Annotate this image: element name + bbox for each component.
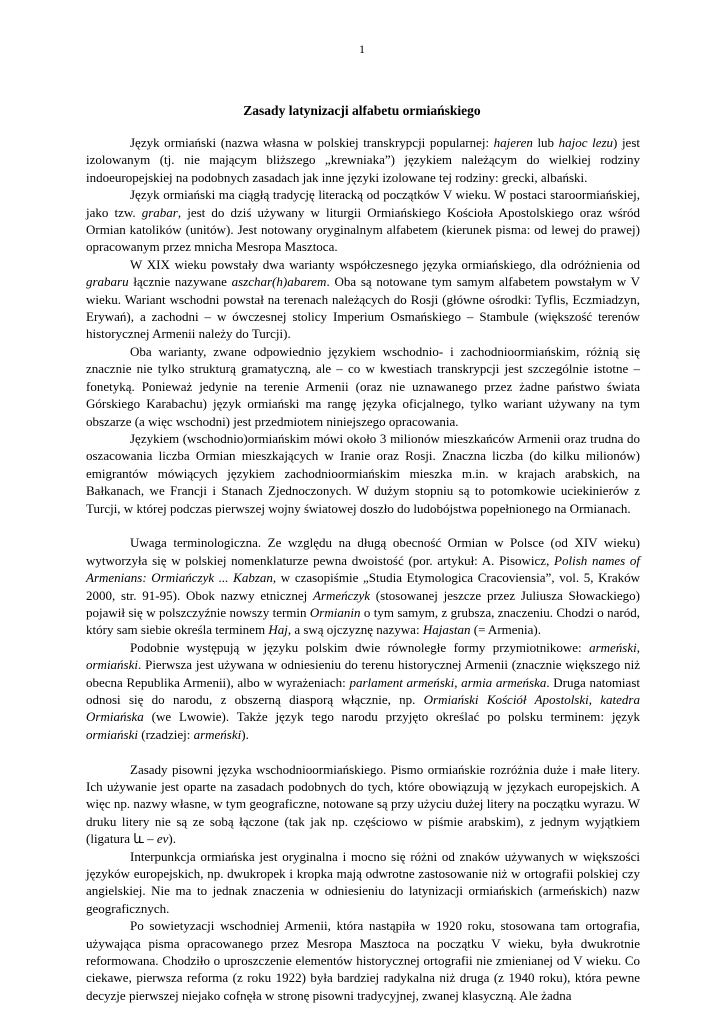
italic-term: armia armeńska xyxy=(461,674,547,690)
paragraph-language-overview xyxy=(86,134,640,186)
text-run: . Druga natomiast odnosi się do narodu, z obszerną diasporą włącznie, np. xyxy=(86,674,640,707)
italic-term: hajeren xyxy=(493,135,533,150)
page-number: 1 xyxy=(359,42,365,56)
text-run: W XIX wieku powstały dwa warianty współczesnego języka ormiańskiego, dla odróżnienia od xyxy=(130,256,640,272)
italic-term: aszchar(h)abarem xyxy=(231,274,327,290)
paragraph-punctuation xyxy=(86,848,640,918)
text-run: ) jest izolowanym (tj. nie mającym bliższego „krewniaka”) językiem należącym do wielkiej rodziny indoeuropejskiej na podobnych zasadach jak inne języki izolowane tej rodziny: grecki, albański. xyxy=(86,135,640,185)
italic-term: Hajastan xyxy=(422,622,471,638)
italic-term: ormiański xyxy=(86,657,138,673)
italic-term: Ormiański Kościół Apostolski xyxy=(423,691,589,707)
document-title: Zasady latynizacji alfabetu ormiańskiego xyxy=(243,103,481,118)
italic-term: parlament armeński xyxy=(349,674,455,690)
text-run: Zasady pisowni języka wschodnioormiańskiego. Pismo ormiańskie rozróżnia duże i małe litery. Ich używanie jest oparte na zasadach podobnych do tych, które obowiązują w językach europejskich. A więc np. nazwy własne, w tym geograficzne, notowane są przy użyciu dużej litery na początku wyrazu. W druku litery nie są ze sobą łączone (tak jak np. częściowo w piśmie arabskim), z jednym wyjątkiem (ligatura և – xyxy=(86,761,640,847)
text-run: Oba warianty, zwane odpowiednio językiem wschodnio- i zachodnioormiańskim, różnią się znacznie nie tylko strukturą gramatyczną, ale – co w kwestiach transkrypcji jest szczególnie istotne – fonetyką. Ponieważ jedynie na terenie Armenii (oraz nie uznawanego przez żadne państwo świata Górskiego Karabachu) język ormiański ma rangę języka oficjalnego, tylko wariant używany na tym obszarze (a więc wschodni) jest przedmiotem niniejszego opracowania. xyxy=(86,343,640,429)
paragraph-terminology xyxy=(86,534,640,638)
italic-term: Haj xyxy=(268,622,288,638)
text-run: Językiem (wschodnio)ormiańskim mówi około 3 milionów mieszkańców Armenii oraz trudna do oszacowania liczba Ormian mieszkających w Iranie oraz Rosji. Znaczna liczba (do kilku milionów) emigrantów mówiących językiem zachodnioormiańskim mieszka m.in. w krajach arabskich, na Bałkanach, we Francji i Stanach Zjednoczonych. W dużym stopniu są to potomkowie uciekinierów z Turcji, w której podczas pierwszej wojny światowej doszło do ludobójstwa popełnionego na Ormianach. xyxy=(86,430,640,516)
text-run: Język ormiański (nazwa własna w polskiej transkrypcji popularnej: xyxy=(130,135,494,150)
italic-term: grabaru xyxy=(86,274,129,290)
text-run: , xyxy=(636,639,640,655)
italic-term: armeński xyxy=(589,639,637,655)
text-run: , jest do dziś używany w liturgii Ormiańskiego Kościoła Apostolskiego oraz wśród Ormian katolików (unitów). Jest notowany oryginalnym alfabetem (kierunek pisma: od lewej do prawej) opracowanym przez mnicha Mesropa Masztoca. xyxy=(86,204,640,255)
paragraph-speakers xyxy=(86,430,640,517)
italic-term: Armeńczyk xyxy=(313,587,371,603)
text-run: lub xyxy=(532,135,559,150)
italic-term: ormiański xyxy=(86,726,138,742)
text-run: Język ormiański ma ciągłą tradycję literacką od początków V wieku. W postaci staroormiańskiej, jako tzw. xyxy=(86,187,640,220)
italic-term: Polish names of Armenians: Ormiańczyk ... Kabzan xyxy=(86,552,640,586)
text-run: (= Armenia). xyxy=(470,622,541,638)
text-run: (rzadziej: xyxy=(138,726,194,742)
paragraph-variant-differences xyxy=(86,343,640,430)
text-run: o tym samym, z grubsza, znaczeniu. Chodzi o naród, który sam siebie określa terminem xyxy=(86,604,640,638)
italic-term: Ormianin xyxy=(309,604,361,620)
text-run: (we Lwowie). Także język tego narodu przyjęto określać po polsku terminem: język xyxy=(143,709,640,725)
paragraph-literary-tradition xyxy=(86,186,640,256)
paragraph-modern-variants xyxy=(86,256,640,343)
text-run: , w czasopiśmie „Studia Etymologica Cracoviensia”, vol. 5, Kraków 2000, str. 91-95). Obok nazwy etnicznej xyxy=(86,570,640,603)
text-run: . Oba są notowane tym samym alfabetem powstałym w V wieku. Wariant wschodni powstał na terenach należących do Rosji (główne ośrodki: Tyflis, Eczmiadzyn, Erywań), a zachodni – w ówczesnej stolicy Imperium Osmańskiego – Stambule (większość terenów historycznej Armenii należy do Turcji). xyxy=(86,274,640,342)
italic-term: katedra Ormiańska xyxy=(86,691,640,725)
text-run: (stosowanej jeszcze przez Juliusza Słowackiego) pojawił się w polszczyźnie nowszy termin xyxy=(86,587,640,620)
text-run: łącznie nazywane xyxy=(128,274,232,290)
text-run: . Pierwsza jest używana w odniesieniu do terenu historycznej Armenii (znacznie większego niż obecna Republika Armenii), albo w wyrażeniach: xyxy=(86,657,640,690)
text-run: , a swą ojczyznę nazywa: xyxy=(287,622,423,638)
paragraph-adjective-forms xyxy=(86,639,640,743)
italic-term: grabar xyxy=(141,204,178,220)
italic-term: ev xyxy=(156,831,169,847)
text-run: , xyxy=(454,674,462,690)
text-run: Podobnie występują w języku polskim dwie równoległe formy przymiotnikowe: xyxy=(130,639,590,655)
text-run: , xyxy=(588,691,601,707)
text-run: ). xyxy=(241,726,249,742)
paragraph-spelling-rules xyxy=(86,761,640,848)
text-run: Uwaga terminologiczna. Ze względu na długą obecność Ormian w Polsce (od XIV wieku) wytworzyła się w polskiej nomenklaturze pewna dwoistość (por. artykuł: A. Pisowicz, xyxy=(86,535,640,568)
text-run: ). xyxy=(168,831,176,847)
italic-term: armeński xyxy=(193,726,242,742)
paragraph-orthography-reforms xyxy=(86,917,640,1004)
italic-term: hajoc lezu xyxy=(558,135,614,150)
body-text xyxy=(86,134,640,1004)
text-run: Interpunkcja ormiańska jest oryginalna i mocno się różni od znaków używanych w większości języków europejskich, np. dwukropek i kropka mają odwrotne zastosowanie niż w ortografii polskiej czy angielskiej. Nie ma to jednak znaczenia w odniesieniu do latynizacji ormiańskich (armeńskich) nazw geograficznych. xyxy=(86,848,640,916)
text-run: Po sowietyzacji wschodniej Armenii, która nastąpiła w 1920 roku, stosowana tam ortografia, używająca pisma opracowanego przez Mesropa Masztoca na początku V wieku, była dwukrotnie reformowana. Chodziło o uproszczenie elementów historycznej ortografii nie zmienianej od V wieku. Co ciekawe, pierwsza reforma (z roku 1922) była bardziej radykalna niż druga (z 1940 roku), która pewne decyzje pierwszej niejako cofnęła w stronę pisowni tradycyjnej, zwanej klasyczną. Ale żadna xyxy=(86,918,640,1003)
